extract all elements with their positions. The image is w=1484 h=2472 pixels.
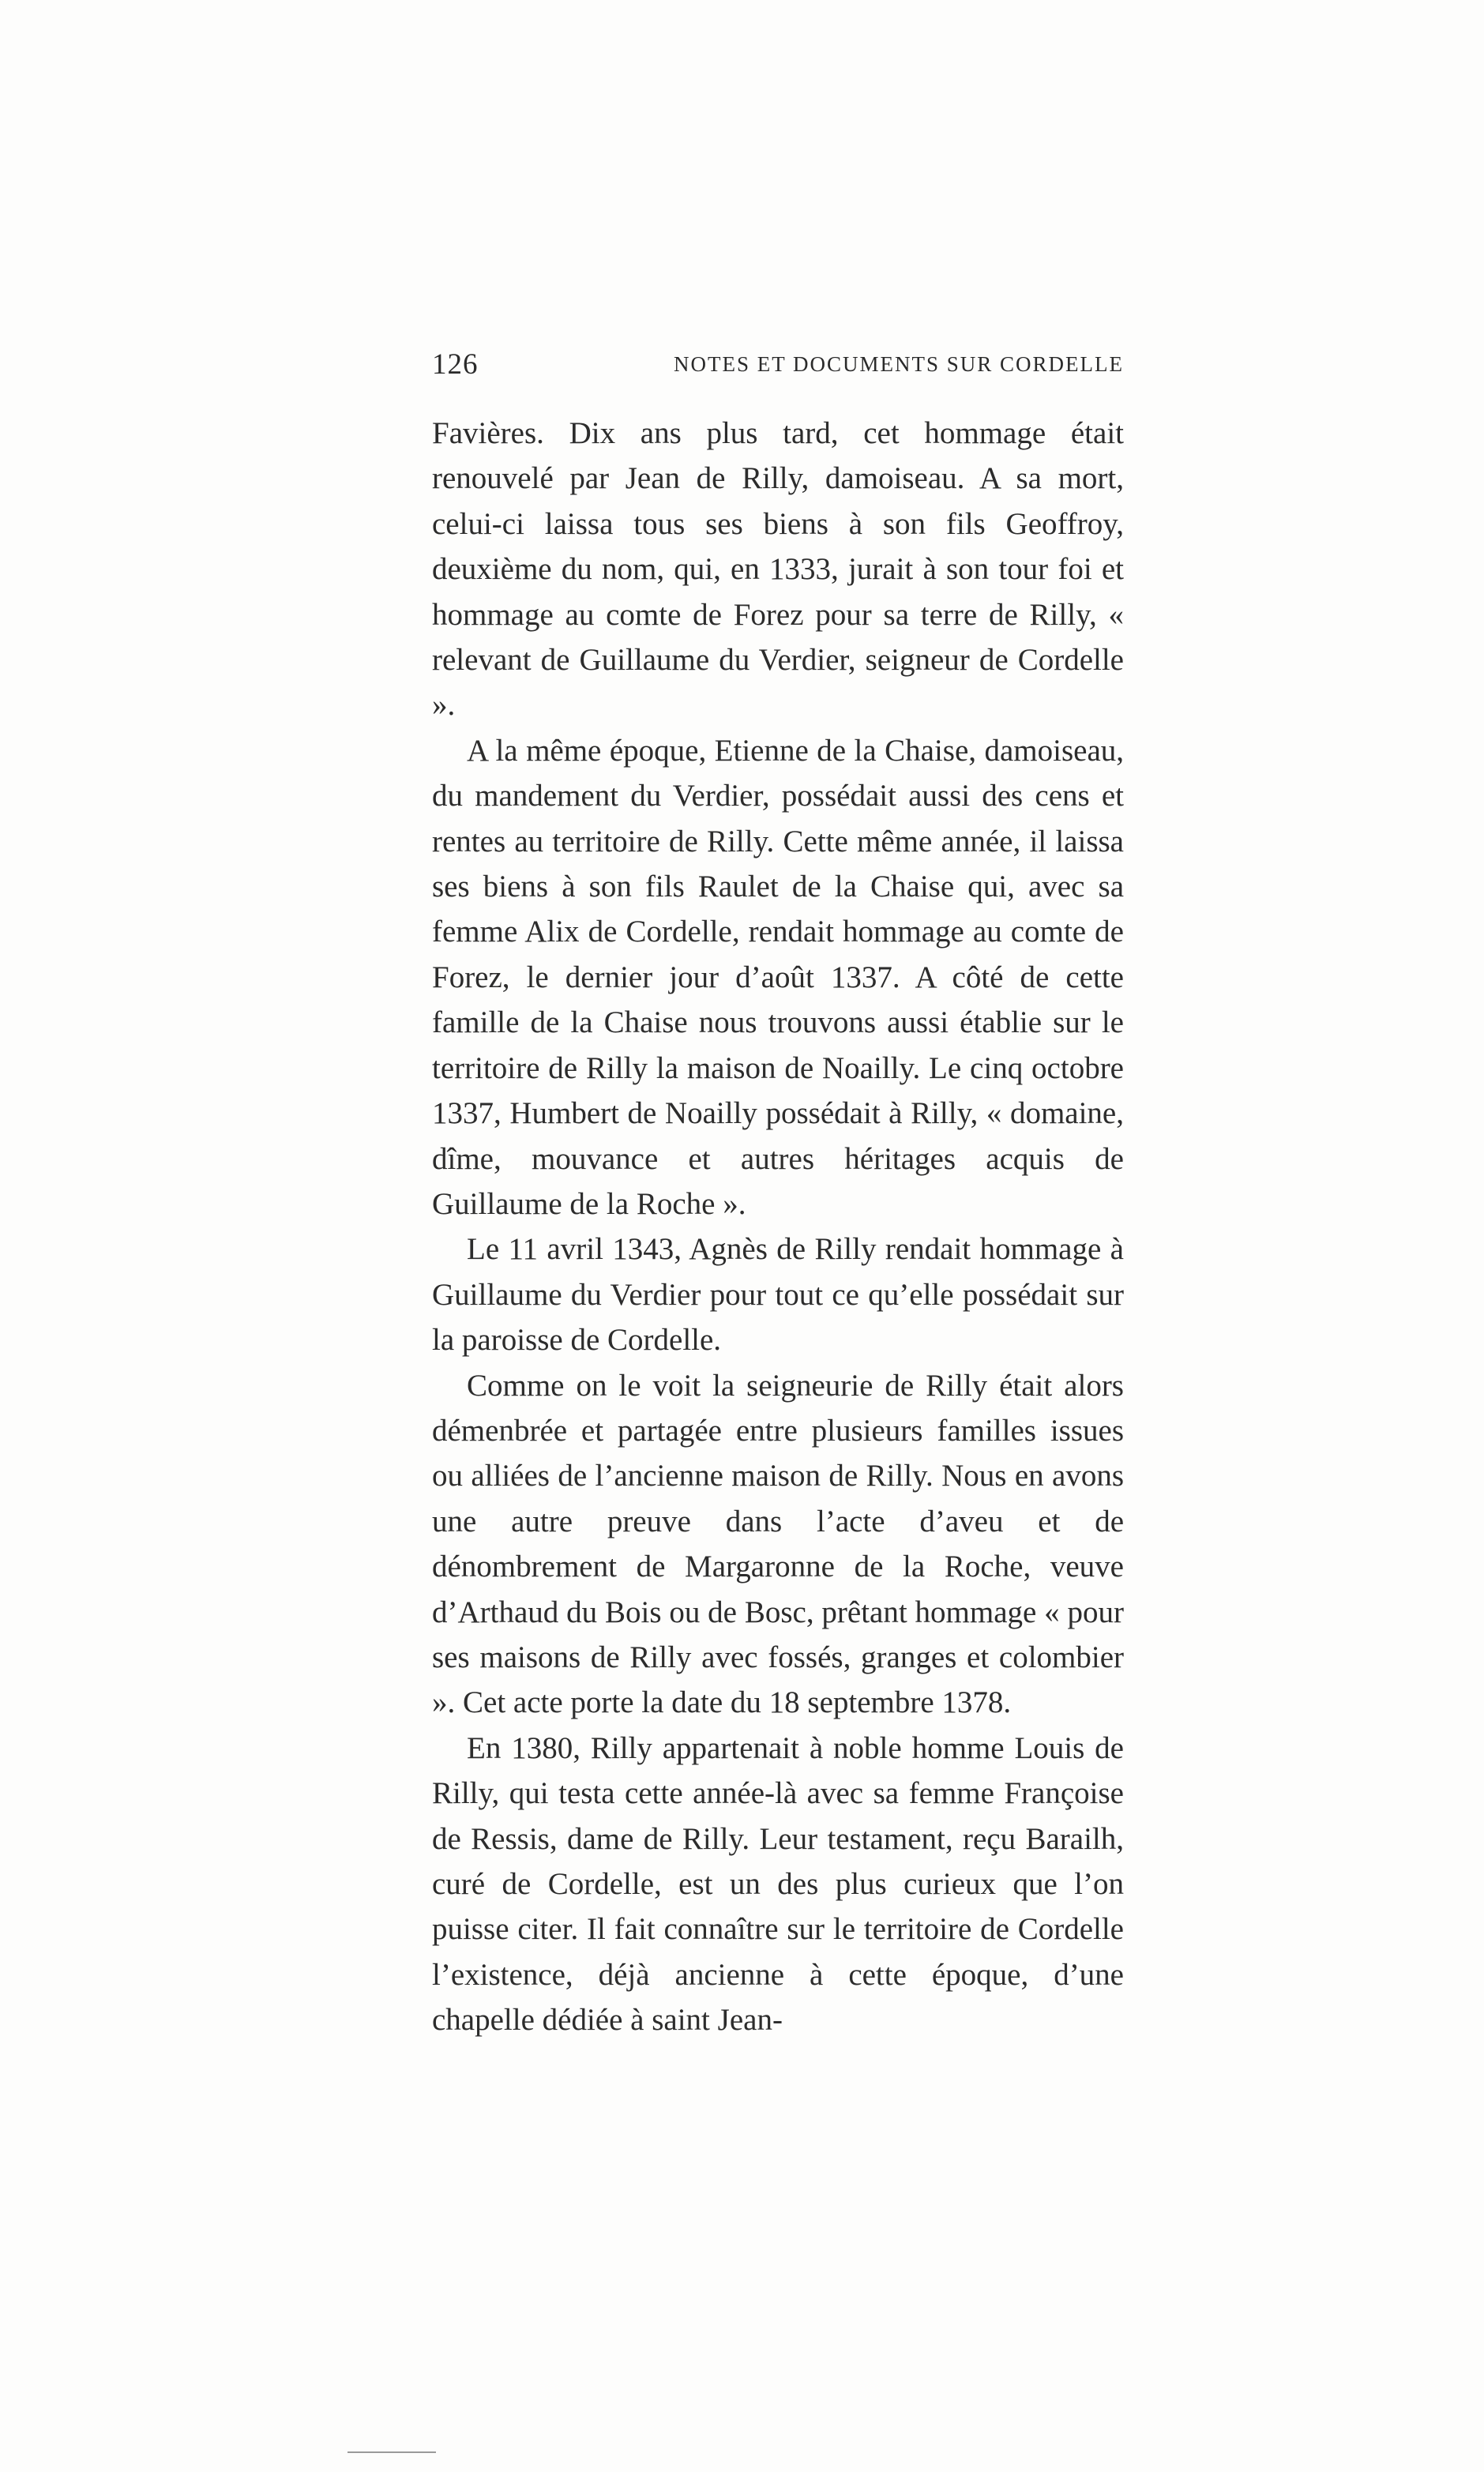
- paragraph-5: En 1380, Rilly appartenait à noble homme Louis de Rilly, qui testa cette année-là avec sa femme Françoise de Ressis, dame de Rilly. Leur testament, reçu Barailh, curé de Cordelle, est un des plus curieux que l’on puisse citer. Il fait connaître sur le territoire de Cordelle l’existence, déjà ancienne à cette époque, d’une chapelle dédiée à saint Jean-: [432, 1730, 1124, 2038]
- running-title: NOTES ET DOCUMENTS SUR CORDELLE: [673, 352, 1124, 376]
- page-number: 126: [432, 348, 479, 381]
- footer-rule: [348, 2451, 436, 2453]
- running-head: [432, 348, 1124, 385]
- body-text: [432, 411, 1124, 2043]
- paragraph-2: A la même époque, Etienne de la Chaise, damoiseau, du mandement du Verdier, possédait aussi des cens et rentes au territoire de Rilly. Cette même année, il laissa ses biens à son fils Raulet de la Chaise qui, avec sa femme Alix de Cordelle, rendait hommage au comte de Forez, le dernier jour d’août 1337. A côté de cette famille de la Chaise nous trouvons aussi établie sur le territoire de Rilly la maison de Noailly. Le cinq octobre 1337, Humbert de Noailly possédait à Rilly, « domaine, dîme, mouvance et autres héritages acquis de Guillaume de la Roche ».: [432, 733, 1124, 1221]
- paragraph-4: Comme on le voit la seigneurie de Rilly était alors démenbrée et partagée entre plusieurs familles issues ou alliées de l’ancienne maison de Rilly. Nous en avons une autre preuve dans l’acte d’aveu et de dénombrement de Margaronne de la Roche, veuve d’Arthaud du Bois ou de Bosc, prêtant hommage « pour ses maisons de Rilly avec fossés, granges et colombier ». Cet acte porte la date du 18 septembre 1378.: [432, 1368, 1124, 1720]
- paragraph-3: Le 11 avril 1343, Agnès de Rilly rendait hommage à Guillaume du Verdier pour tout ce qu’elle possédait sur la paroisse de Cordelle.: [432, 1232, 1124, 1358]
- paragraph-1: Favières. Dix ans plus tard, cet hommage était renouvelé par Jean de Rilly, damoiseau. A sa mort, celui-ci laissa tous ses biens à son fils Geoffroy, deuxième du nom, qui, en 1333, jurait à son tour foi et hommage au comte de Forez pour sa terre de Rilly, « relevant de Guillaume du Verdier, seigneur de Cordelle ».: [432, 416, 1124, 723]
